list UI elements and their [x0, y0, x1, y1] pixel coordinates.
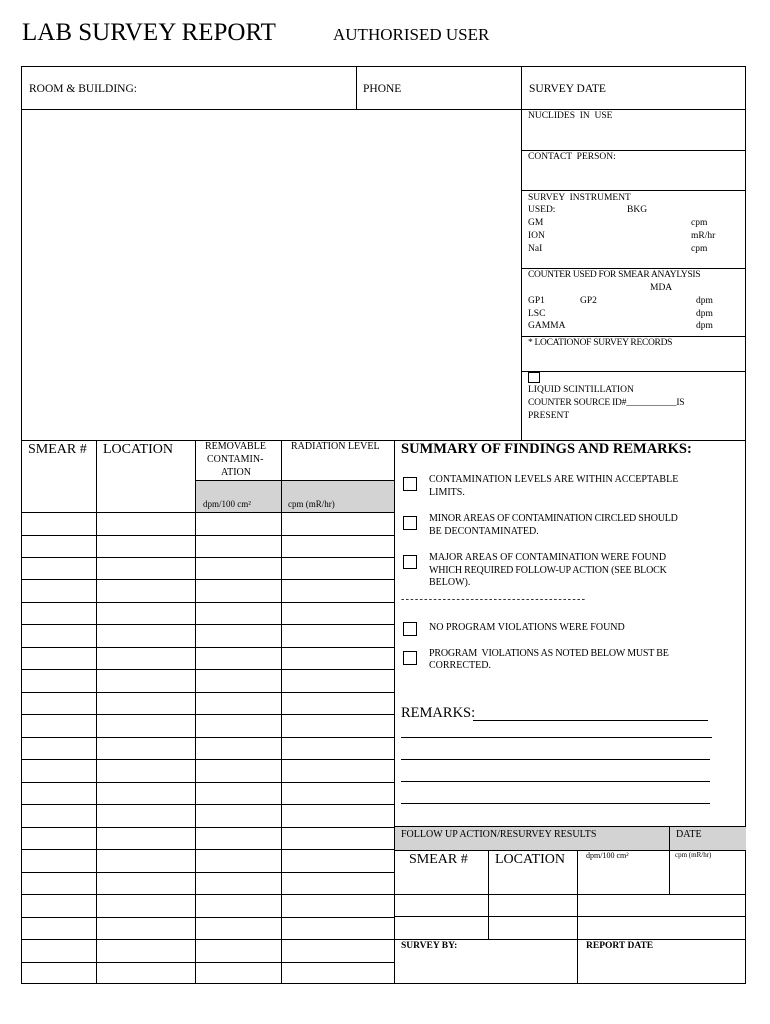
dpm-cell[interactable]: [196, 625, 281, 647]
followup-date-header: DATE: [676, 829, 702, 840]
rule: [521, 66, 522, 440]
location-cell[interactable]: [97, 873, 195, 894]
smear-cell[interactable]: [22, 760, 96, 782]
location-cell[interactable]: [97, 670, 195, 692]
dpm-cell[interactable]: [196, 693, 281, 714]
dpm-cell[interactable]: [196, 715, 281, 737]
option-text: MAJOR AREAS OF CONTAMINATION WERE FOUND: [429, 552, 667, 563]
location-cell[interactable]: [97, 513, 195, 535]
liquid-scintillation-checkbox[interactable]: [528, 372, 540, 383]
no-violations-checkbox[interactable]: [403, 622, 417, 636]
location-cell[interactable]: [97, 693, 195, 714]
ion-unit: mR/hr: [691, 231, 716, 241]
dpm-cell[interactable]: [196, 783, 281, 804]
authorised-user-label: AUTHORISED USER: [333, 25, 490, 44]
cpm-cell[interactable]: [282, 715, 394, 737]
phone-field[interactable]: [412, 70, 517, 106]
counter-source-label: COUNTER SOURCE ID#___________IS: [528, 398, 685, 408]
option-text: MINOR AREAS OF CONTAMINATION CIRCLED SHOULD: [429, 513, 678, 524]
dpm-cell[interactable]: [196, 805, 281, 827]
bkg-label: BKG: [627, 205, 648, 215]
lsc-label: LSC: [528, 309, 546, 319]
phone-label: PHONE: [363, 83, 402, 95]
contact-person-label: CONTACT PERSON:: [528, 152, 616, 162]
cpm-cell[interactable]: [282, 963, 394, 983]
smear-cell[interactable]: [22, 715, 96, 737]
cpm-cell[interactable]: [282, 895, 394, 917]
gp2-label: GP2: [580, 296, 597, 306]
smear-cell[interactable]: [22, 738, 96, 759]
location-cell[interactable]: [97, 850, 195, 872]
dpm-cell[interactable]: [196, 603, 281, 624]
cpm-cell[interactable]: [282, 828, 394, 849]
location-cell[interactable]: [97, 760, 195, 782]
location-cell[interactable]: [97, 580, 195, 602]
dpm-cell[interactable]: [196, 670, 281, 692]
survey-instrument-label: SURVEY INSTRUMENT: [528, 193, 631, 203]
minor-contamination-checkbox[interactable]: [403, 516, 417, 530]
rule: [21, 109, 746, 110]
violations-noted-checkbox[interactable]: [403, 651, 417, 665]
location-cell[interactable]: [97, 536, 195, 557]
rule: [394, 916, 746, 917]
location-header: LOCATION: [103, 442, 173, 457]
nai-label: NaI: [528, 244, 543, 254]
location-cell[interactable]: [97, 940, 195, 962]
location-cell[interactable]: [97, 648, 195, 669]
location-cell[interactable]: [97, 895, 195, 917]
survey-by-label: SURVEY BY:: [401, 941, 458, 951]
dpm-cell[interactable]: [196, 828, 281, 849]
nuclides-field[interactable]: [524, 124, 742, 148]
location-cell[interactable]: [97, 558, 195, 579]
survey-by-field[interactable]: [400, 955, 572, 981]
followup-smear-header: SMEAR #: [409, 852, 468, 867]
smear-cell[interactable]: [22, 963, 96, 983]
summary-title: SUMMARY OF FINDINGS AND REMARKS:: [401, 441, 692, 457]
cpm-cell[interactable]: [282, 805, 394, 827]
dpm-cell[interactable]: [196, 536, 281, 557]
location-records-label: * LOCATIONOF SURVEY RECORDS: [528, 338, 673, 348]
location-cell[interactable]: [97, 805, 195, 827]
smear-cell[interactable]: [22, 625, 96, 647]
rule: [521, 190, 746, 191]
major-contamination-checkbox[interactable]: [403, 555, 417, 569]
location-cell[interactable]: [97, 963, 195, 983]
room-building-label: ROOM & BUILDING:: [29, 83, 137, 95]
cpm-cell[interactable]: [282, 693, 394, 714]
cpm-cell[interactable]: [282, 648, 394, 669]
instrument-used-label: USED:: [528, 205, 556, 215]
report-date-label: REPORT DATE: [586, 941, 654, 951]
dpm-cell[interactable]: [196, 738, 281, 759]
cpm-cell[interactable]: [282, 580, 394, 602]
gm-unit: cpm: [691, 218, 708, 228]
cpm-cell[interactable]: [282, 603, 394, 624]
rule: [356, 66, 357, 109]
dpm-cell[interactable]: [196, 760, 281, 782]
followup-dpm-header: dpm/100 cm²: [586, 851, 629, 860]
survey-date-field[interactable]: [626, 70, 741, 106]
gp-unit: dpm: [696, 296, 713, 306]
followup-cpm-header: cpm (mR/hr): [675, 851, 712, 859]
smear-cell[interactable]: [22, 850, 96, 872]
gp1-label: GP1: [528, 296, 545, 306]
dpm-cell[interactable]: [196, 850, 281, 872]
followup-title: FOLLOW UP ACTION/RESURVEY RESULTS: [401, 829, 597, 840]
ion-label: ION: [528, 231, 545, 241]
location-cell[interactable]: [97, 715, 195, 737]
dpm-cell[interactable]: [196, 918, 281, 939]
option-text: WHICH REQUIRED FOLLOW-UP ACTION (SEE BLOCK: [429, 565, 667, 576]
smear-cell[interactable]: [22, 558, 96, 579]
rule: [394, 826, 746, 827]
location-cell[interactable]: [97, 603, 195, 624]
contamin-header: CONTAMIN-: [207, 454, 264, 465]
smear-cell[interactable]: [22, 513, 96, 535]
smear-cell[interactable]: [22, 940, 96, 962]
rule: [394, 939, 746, 940]
dpm-cell[interactable]: [196, 558, 281, 579]
rule: [521, 150, 746, 151]
room-building-field[interactable]: [160, 70, 350, 106]
dpm-cell[interactable]: [196, 580, 281, 602]
dpm-cell[interactable]: [196, 873, 281, 894]
gamma-label: GAMMA: [528, 321, 566, 331]
lsc-unit: dpm: [696, 309, 713, 319]
smear-cell[interactable]: [22, 580, 96, 602]
dpm-cell[interactable]: [196, 940, 281, 962]
rule: [521, 268, 746, 269]
location-cell[interactable]: [97, 918, 195, 939]
dpm-unit-header: dpm/100 cm²: [203, 499, 251, 509]
sketch-area[interactable]: [23, 111, 519, 438]
radiation-level-header: RADIATION LEVEL: [291, 441, 380, 452]
option-text: NO PROGRAM VIOLATIONS WERE FOUND: [429, 622, 625, 633]
rule: [669, 826, 670, 894]
option-text: PROGRAM VIOLATIONS AS NOTED BELOW MUST BE: [429, 648, 669, 659]
liquid-scintillation-label: LIQUID SCINTILLATION: [528, 385, 634, 395]
smear-cell[interactable]: [22, 828, 96, 849]
rule: [521, 371, 746, 372]
cpm-cell[interactable]: [282, 558, 394, 579]
dpm-cell[interactable]: [196, 513, 281, 535]
followup-location-header: LOCATION: [495, 852, 565, 867]
gamma-unit: dpm: [696, 321, 713, 331]
cpm-cell[interactable]: [282, 783, 394, 804]
smear-cell[interactable]: [22, 895, 96, 917]
page-title: LAB SURVEY REPORT: [22, 19, 276, 46]
survey-date-label: SURVEY DATE: [529, 83, 606, 95]
rule: [521, 336, 746, 337]
remarks-label: REMARKS:: [401, 705, 476, 721]
option-text: CORRECTED.: [429, 660, 491, 671]
smear-cell[interactable]: [22, 918, 96, 939]
nuclides-label: NUCLIDES IN USE: [528, 111, 613, 121]
cpm-cell[interactable]: [282, 760, 394, 782]
cpm-unit-header: cpm (mR/hr): [288, 499, 335, 509]
smear-cell[interactable]: [22, 670, 96, 692]
remarks-field[interactable]: [400, 700, 740, 810]
cpm-cell[interactable]: [282, 625, 394, 647]
dpm-cell[interactable]: [196, 648, 281, 669]
smear-cell[interactable]: [22, 603, 96, 624]
dpm-cell[interactable]: [196, 895, 281, 917]
contact-person-field[interactable]: [630, 153, 742, 187]
gm-label: GM: [528, 218, 544, 228]
smear-number-header: SMEAR #: [28, 442, 87, 457]
cpm-cell[interactable]: [282, 670, 394, 692]
option-text: BE DECONTAMINATED.: [429, 526, 539, 537]
cpm-cell[interactable]: [282, 536, 394, 557]
counter-used-label: COUNTER USED FOR SMEAR ANAYLYSIS: [528, 270, 701, 280]
dpm-cell[interactable]: [196, 963, 281, 983]
acceptable-limits-checkbox[interactable]: [403, 477, 417, 491]
option-text: LIMITS.: [429, 487, 465, 498]
cpm-cell[interactable]: [282, 873, 394, 894]
smear-cell[interactable]: [22, 783, 96, 804]
cpm-cell[interactable]: [282, 940, 394, 962]
option-text: CONTAMINATION LEVELS ARE WITHIN ACCEPTABLE: [429, 474, 679, 485]
smear-cell[interactable]: [22, 693, 96, 714]
cpm-cell[interactable]: [282, 738, 394, 759]
smear-cell[interactable]: [22, 648, 96, 669]
rule: [394, 440, 395, 984]
rule: [394, 894, 746, 895]
location-cell[interactable]: [97, 738, 195, 759]
removable-header: REMOVABLE: [205, 441, 266, 452]
cpm-cell[interactable]: [282, 850, 394, 872]
location-cell[interactable]: [97, 783, 195, 804]
nai-unit: cpm: [691, 244, 708, 254]
option-text: BELOW).: [429, 577, 471, 588]
location-cell[interactable]: [97, 625, 195, 647]
ation-header: ATION: [221, 467, 251, 478]
smear-cell[interactable]: [22, 805, 96, 827]
cpm-cell[interactable]: [282, 513, 394, 535]
mda-label: MDA: [650, 283, 673, 293]
rule: [196, 480, 394, 481]
report-date-field[interactable]: [582, 955, 742, 981]
smear-cell[interactable]: [22, 873, 96, 894]
location-cell[interactable]: [97, 828, 195, 849]
smear-cell[interactable]: [22, 536, 96, 557]
rule: [577, 850, 578, 984]
present-label: PRESENT: [528, 411, 570, 421]
cpm-cell[interactable]: [282, 918, 394, 939]
dashed-separator: - - - - - - - - - - - - - - - - - - - - - - - - - - - - - - - - - - - - - - - -: [401, 594, 585, 605]
